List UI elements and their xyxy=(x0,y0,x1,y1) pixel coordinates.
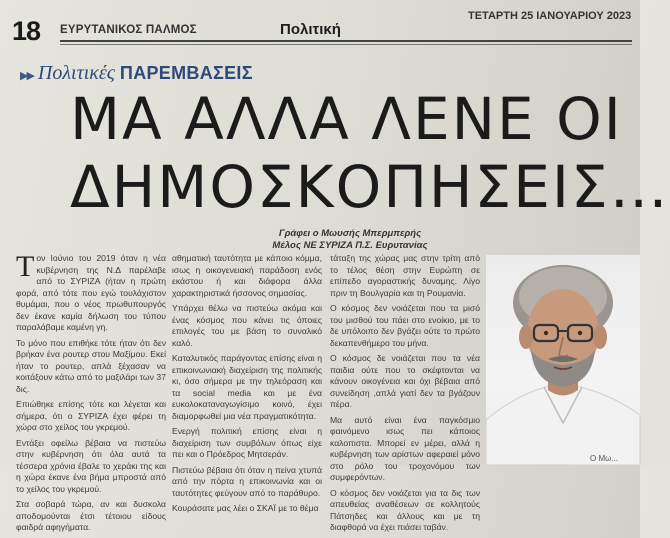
author-portrait-icon xyxy=(486,255,640,465)
paragraph: Επιώθηκε επίσης τότε και λέγεται και σήμερα, ότι ο ΣΥΡΙΖΑ έχει φέρει τη χώρα στο χείλος του γκρεμού. xyxy=(16,399,166,433)
paragraph: Ο κόσμος δε νοιάζεται που τα νέα παιδια ούτε που το σκέφτονται να κάνουν οικογένεια και όχι βέβαια από συνείδηση ,απλά γιατί δεν τα βγάζουν πέρα. xyxy=(330,353,480,410)
article-column-1 xyxy=(16,250,166,538)
paragraph: Κουράσατε μας λέει ο ΣΚΑΪ με το θέμα xyxy=(172,503,319,514)
paragraph: τάταξη της χώρας μας στην τρίτη από το τέλος θέση στην Ευρώπη σε επίπεδο αγοραστικής δυναμης. Λίγο πριν τη Βουλγαρία και τη Ρουμανία. xyxy=(330,253,480,298)
publication-name: ΕΥΡΥΤΑΝΙΚΟΣ ΠΑΛΜΟΣ xyxy=(60,24,197,36)
paragraph: Τον Ιούνιο του 2019 όταν η νέα κυβέρνηση της Ν.Δ παρέλαβε από το ΣΥΡΙΖΑ (ήταν η πρώτη φορά, από τότε που εγώ τουλάχιστον θυμάμαι, που ο νέος πρωθυπουργός δεν έκανε καμία δήλωση του τύπου παραλάβαμε καμένη γη. xyxy=(16,250,166,333)
paragraph: Καταλυτικός παράγοντας επίσης είναι η επικοινωνιακή διαχείριση της πολιτικής κι, όσο σήμερα με την τηλεόραση και τα social media και με ένα ευκολοκαταναγωγίσιμο κοινό, έχει διαμορφωθεί μια νέα πραγματικότητα. xyxy=(172,353,322,421)
paragraph: Στα σοβαρά τώρα, αν και δυσκολα αποδομούνται έτσι τέτοιου είδους φαιδρά αφηγήματα. xyxy=(16,499,166,533)
double-arrow-icon: ▶▶ xyxy=(20,70,33,82)
byline-author: Γράφει ο Μωυσής Μπερμπερής xyxy=(278,228,422,239)
author-photo xyxy=(486,255,640,465)
paragraph: αθηματική ταυτότητα με κάποιο κόμμα, ισως η οικογενειακή παράδοση ενός εκάστου ή και διάφορα άλλα χαρακτηριστικά ήσσονος σημασίας. xyxy=(172,253,322,298)
header-rule-thin xyxy=(60,44,632,45)
issue-date: ΤΕΤΑΡΤΗ 25 ΙΑΝΟΥΑΡΙΟΥ 2023 xyxy=(468,10,632,22)
page-number: 18 xyxy=(12,16,41,46)
header-rule xyxy=(60,40,632,42)
kicker-caps-word: ΠΑΡΕΜΒΑΣΕΙΣ xyxy=(119,63,253,83)
paragraph: Το μόνο που επιθήκε τότε ήταν ότι δεν βρήκαν ένα ρουτερ στου Μαξίμου. Εκεί ήταν το ρουτερ, απλά ξέχασαν να κοιτάξουν κάτω από το μαξιλάρι των 37 δις. xyxy=(16,337,166,394)
paragraph: Μα αυτό είναι ένα παγκόσμιο φαινόμενο ισως πει κάποιος καλοπιστα. Μπορεί εν μέρει, αλλά η κυβέρνηση των αρίστων αφεραιεί μόνο στο ρόλο του τροχονόμου των συμφερόντων. xyxy=(330,414,480,483)
paragraph: Ο κόσμος δεν νοιάζεται για τα δις των απευθείας αναθέσεων σε κολλητούς Πάτσηδες και άλλους και με τη διαφθορά να έχει πιάσει ταβάν. xyxy=(330,487,480,533)
paragraph: Εντάξει οφείλω βέβαια να πιστεύω στην κυβέρνηση ότι όλα αυτά τα τέσσερα χρόνια έβαλε το χεράκι της και η χώρα έκανε ένα βήμα μπροστά από το χείλος του γκρεμού. xyxy=(16,437,166,494)
column-kicker xyxy=(20,62,253,85)
author-byline xyxy=(200,228,500,253)
section-title: Πολιτική xyxy=(280,21,341,38)
drop-cap: Τ xyxy=(16,250,35,283)
paragraph: Ο κόσμος δεν νοιάζεται που τα μισό του μισθού του πάει στο ενοίκιο, με το δε υπόλοιπο δεν βγάζει ούτε το πρώτο δεκαπενθήμερο του μήνα. xyxy=(330,303,480,348)
paragraph: Πιστεύω βέβαια ότι όταν η πείνα χτυπά από την πόρτα η επικοινωνία και οι ταυτότητες φεύγουν από το παράθυρο. xyxy=(172,464,322,498)
kicker-italic-word: Πολιτικές xyxy=(37,62,115,84)
paragraph: Υπάρχει θέλω να πιστεύω ακόμα και ένας κόσμος που κάνει τις όποιες επιλογές του με βάση το συναλικό καλό. xyxy=(172,303,322,348)
article-headline: ΜΑ ΑΛΛΑ ΛΕΝΕ ΟΙ ΔΗΜΟΣΚΟΠΗΣΕΙΣ… xyxy=(70,85,670,221)
photo-caption: Ο Μω... xyxy=(590,454,619,463)
byline-role: Μέλος ΝΕ ΣΥΡΙΖΑ Π.Σ. Ευρυτανίας xyxy=(272,240,428,252)
article-column-3 xyxy=(330,253,480,538)
article-column-2 xyxy=(172,253,322,519)
paragraph: Ενεργή πολιτική επίσης είναι η διαχείριση των συμβόλων όπως είχε πει και ο Πρόεδρος Μητσεράν. xyxy=(172,426,322,460)
